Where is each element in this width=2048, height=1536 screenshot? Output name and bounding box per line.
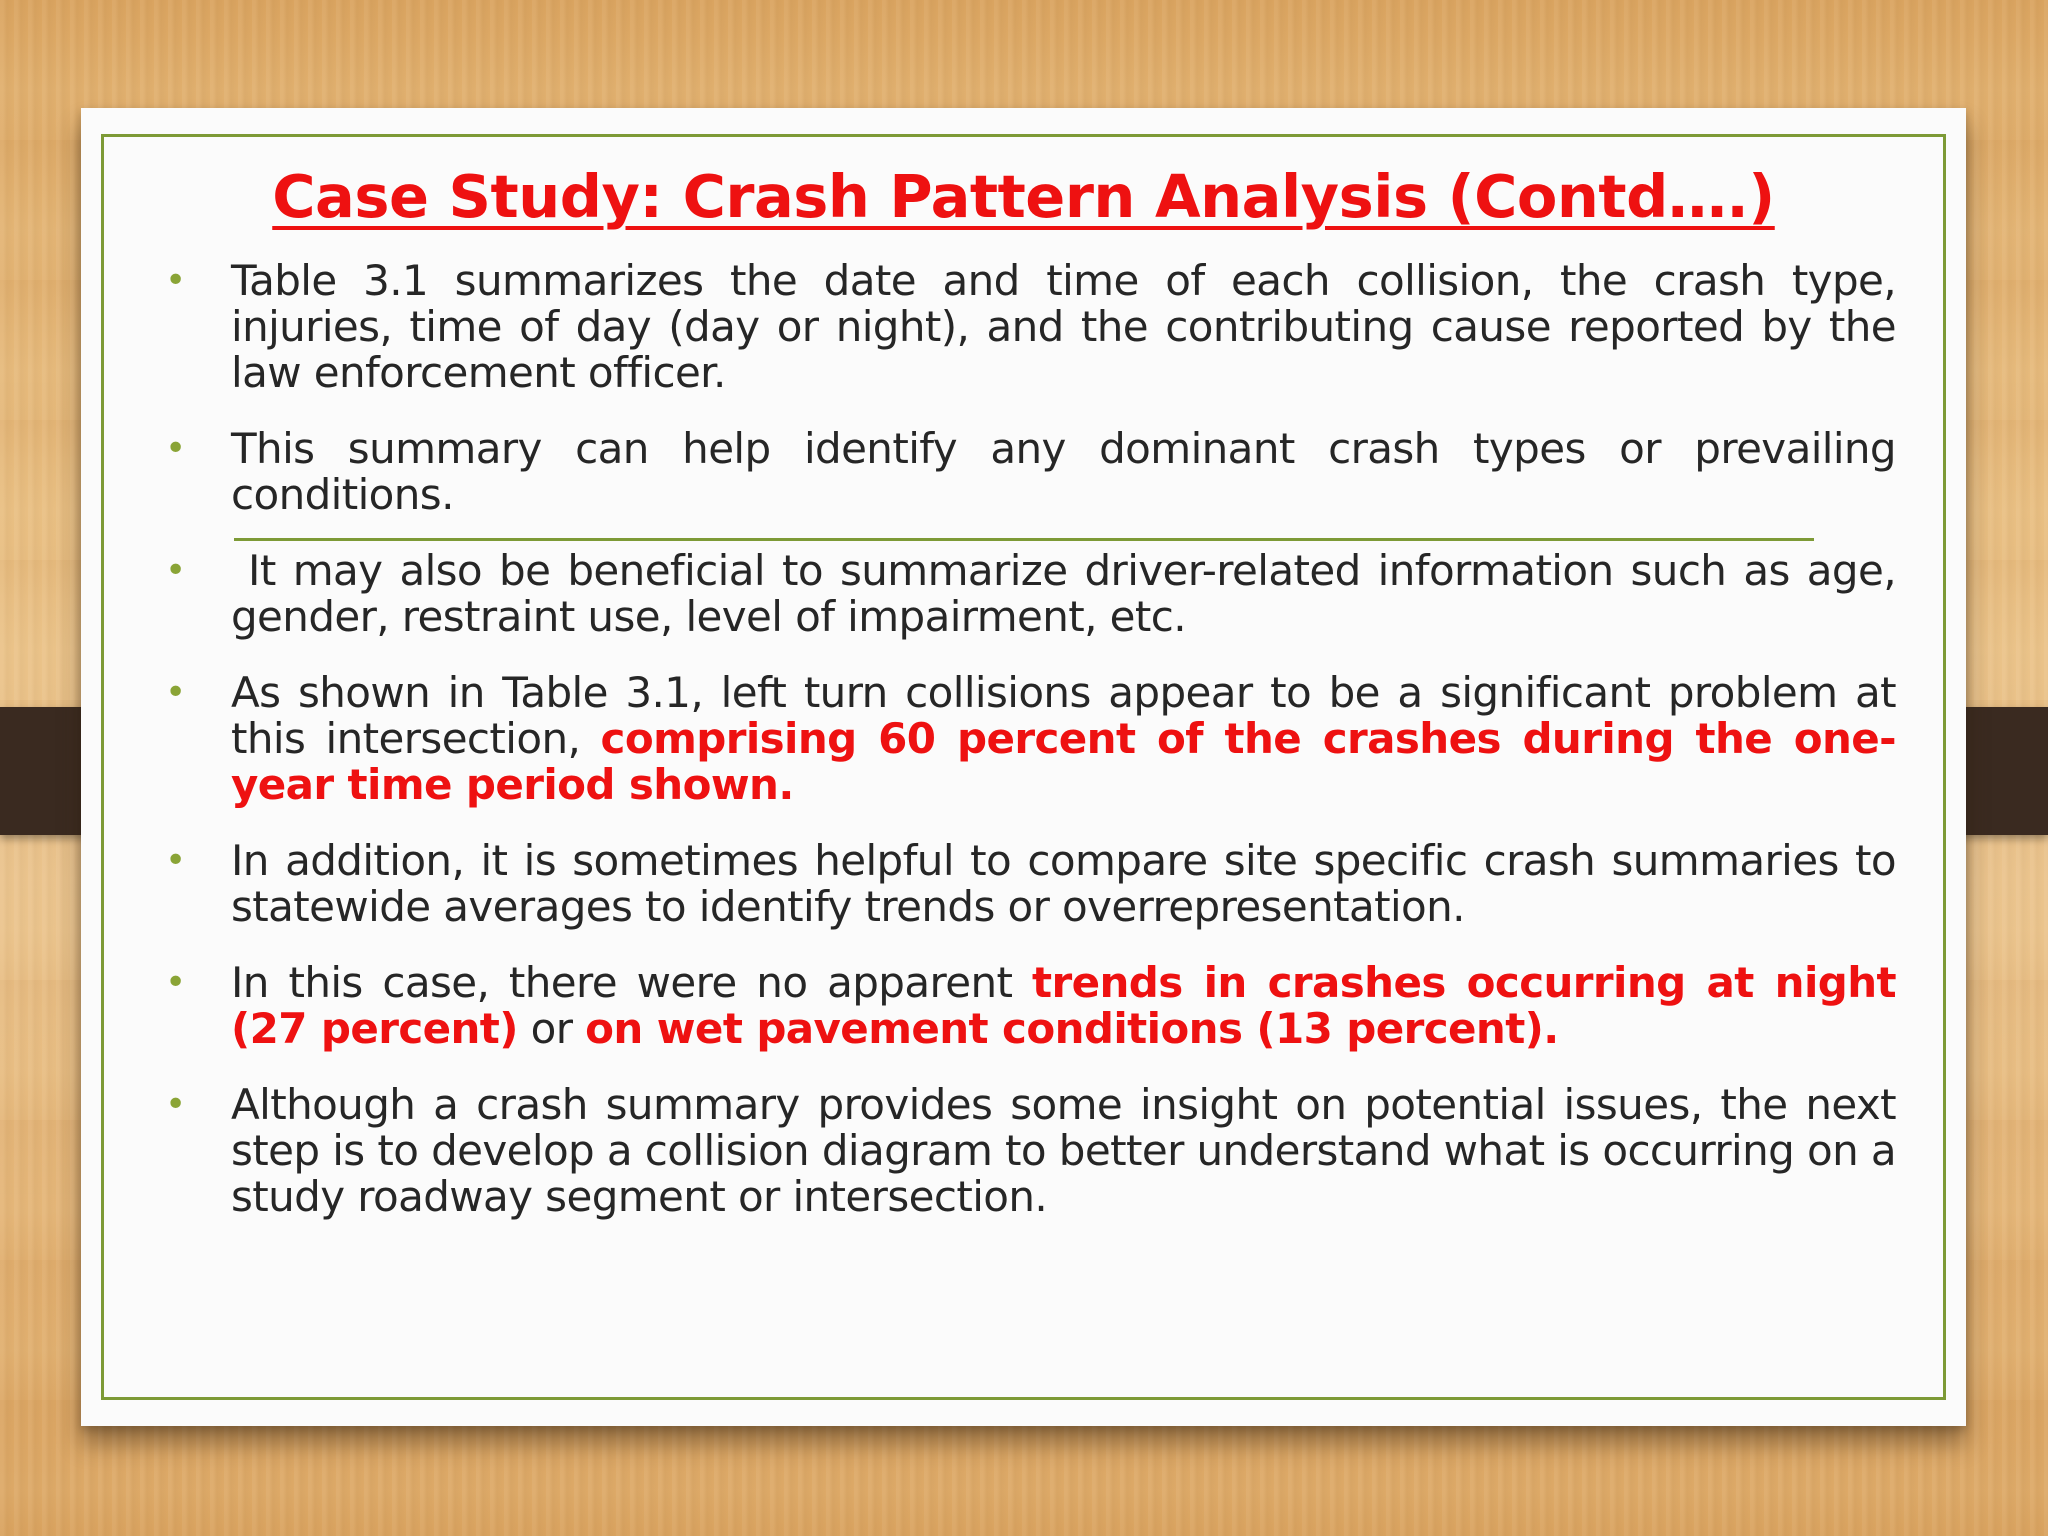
bullet-dot-icon: • xyxy=(165,1084,186,1125)
bullet-item xyxy=(165,256,1896,397)
bullet-highlight: on wet pavement conditions (13 percent). xyxy=(585,1004,1559,1053)
bullet-dot-icon: • xyxy=(165,672,186,713)
bullet-item xyxy=(165,546,1909,641)
bullet-dot-icon: • xyxy=(165,550,186,591)
bullet-dot-icon: • xyxy=(165,840,186,881)
bullet-dot-icon: • xyxy=(165,428,186,469)
bullet-highlight: trends in crashes occurring at night (27 percent) xyxy=(231,958,1896,1053)
bullet-item xyxy=(165,958,1896,1053)
bullet-text: Table 3.1 summarizes the date and time of each collision, the crash type, injuries, time of day (day or night), and the contributing cause reported by the law enforcement officer. xyxy=(231,256,1896,397)
bullet-dot-icon: • xyxy=(165,260,186,301)
bullet-highlight: comprising 60 percent of the crashes during the one-year time period shown. xyxy=(231,714,1897,809)
bullet-item xyxy=(165,1080,1896,1221)
bullet-dot-icon: • xyxy=(165,962,186,1003)
bullet-text: As shown in Table 3.1, left turn collisions appear to be a significant problem at this intersection, xyxy=(231,668,1896,763)
bullet-item xyxy=(165,424,1896,519)
bullet-text: Although a crash summary provides some insight on potential issues, the next step is to develop a collision diagram to better understand what is occurring on a study roadway segment or intersection. xyxy=(231,1080,1896,1221)
slide xyxy=(81,108,1966,1426)
bullet-list xyxy=(165,256,1909,1250)
slide-title: Case Study: Crash Pattern Analysis (Contd….) xyxy=(272,162,1775,231)
bullet-text: It may also be beneficial to summarize driver-related information such as age, gender, restraint use, level of impairment, etc. xyxy=(231,546,1909,641)
bullet-text: In this case, there were no apparent xyxy=(231,958,1032,1007)
bullet-item xyxy=(165,668,1897,809)
bullet-text: In addition, it is sometimes helpful to compare site specific crash summaries to statewide averages to identify trends or overrepresentation. xyxy=(231,836,1896,931)
bullet-item xyxy=(165,836,1896,931)
bullet-text: or xyxy=(517,1004,586,1053)
bullet-text: This summary can help identify any dominant crash types or prevailing conditions. xyxy=(231,424,1896,519)
